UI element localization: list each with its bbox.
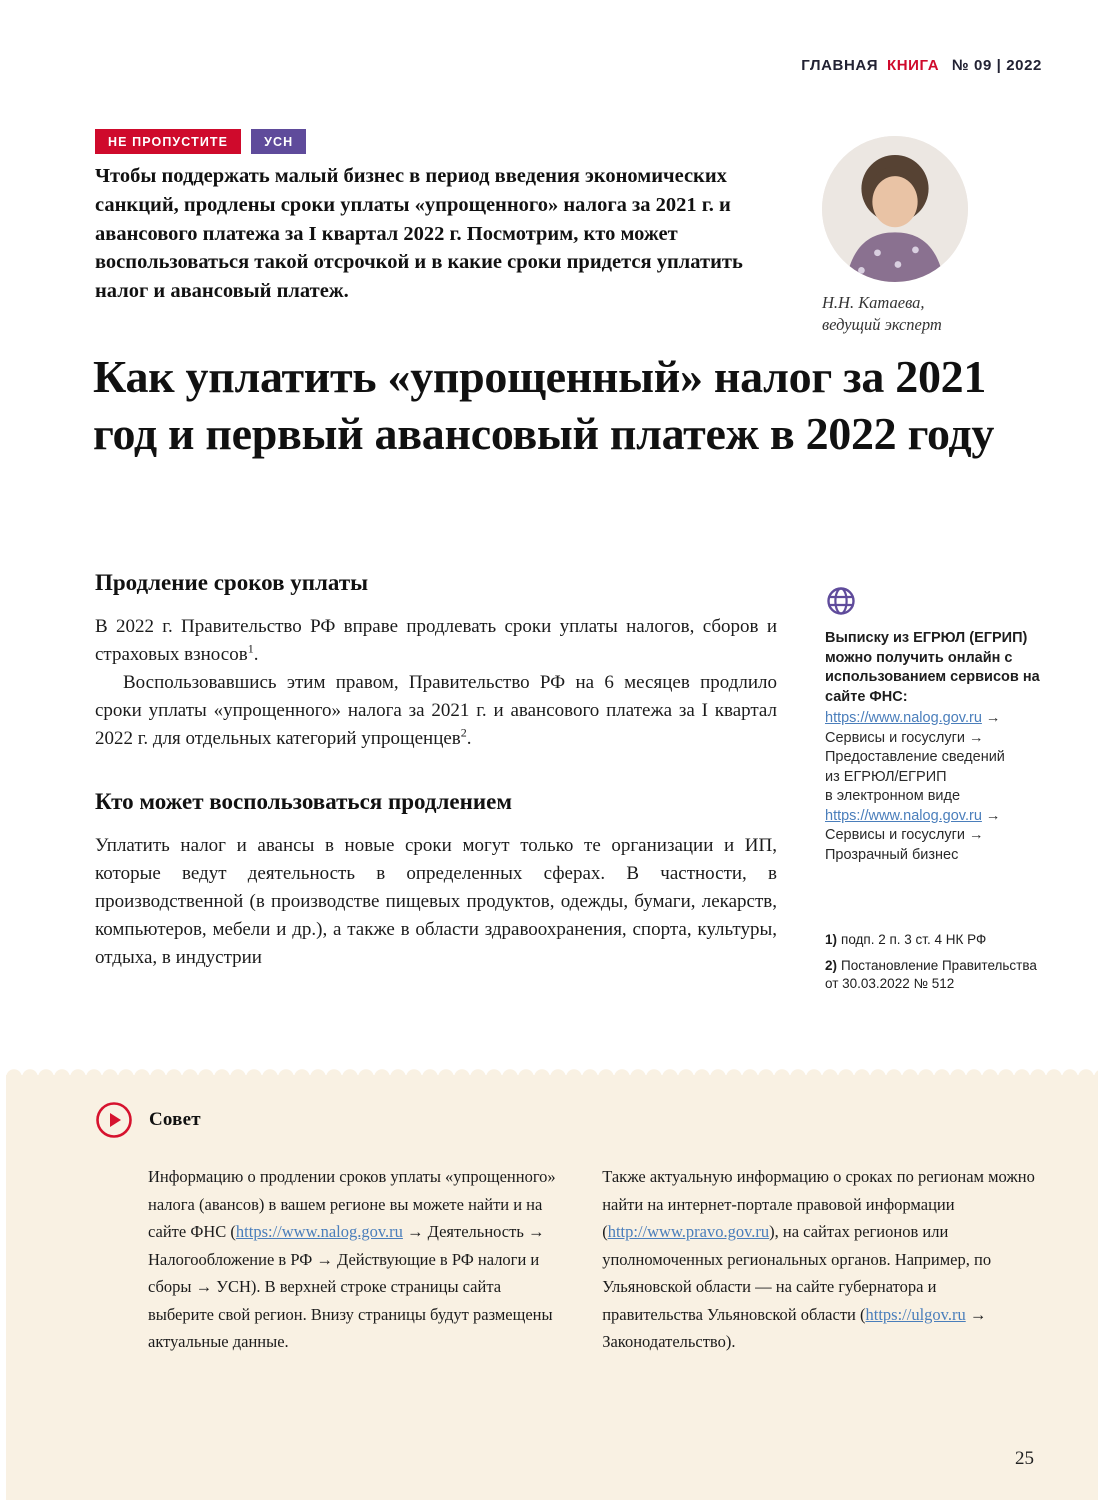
author-photo bbox=[822, 136, 968, 282]
paragraph-2 bbox=[95, 669, 777, 753]
footnote-1-number: 1) bbox=[825, 932, 838, 947]
sidebar-path1-line2: Предоставление сведений bbox=[825, 749, 1005, 765]
page-number: 25 bbox=[1015, 1448, 1034, 1469]
sidebar-note-text: Выписку из ЕГРЮЛ (ЕГРИП) можно получить онлайн с использованием сервисов на сайте ФНС: bbox=[825, 630, 1040, 705]
author-block bbox=[822, 136, 1052, 336]
paragraph-2-period: . bbox=[466, 728, 472, 749]
section-heading-kto-mozhet: Кто может воспользоваться продлением bbox=[95, 789, 512, 814]
globe-icon bbox=[825, 585, 1050, 617]
sidebar-note bbox=[825, 585, 1050, 1001]
tip-right-text-post: → Законодательство). bbox=[602, 1304, 987, 1351]
footnote-2-text: Постановление Правительства от 30.03.2022 № 512 bbox=[825, 957, 1037, 991]
nalog-link-2[interactable]: https://www.nalog.gov.ru bbox=[825, 807, 982, 824]
footnote-ref-1: 1 bbox=[247, 641, 254, 656]
arrow-after-link-2: → bbox=[985, 807, 1001, 824]
badge-dont-miss: НЕ ПРОПУСТИТЕ bbox=[95, 129, 241, 154]
sidebar-path1-line1: Сервисы и госуслуги → bbox=[825, 729, 984, 746]
tip-column-left bbox=[148, 1163, 558, 1356]
paragraph-3: Уплатить налог и авансы в новые сроки могут только те организации и ИП, которые ведут деятельность в определенных сферах. В частности, в производственной (в производстве пищевых продуктов, одежды, бумаги, лекарств, компьютеров, мебели и др.), а также в области здравоохранения, спорта, культуры, отдыха, в индустрии bbox=[95, 835, 777, 968]
author-role: ведущий эксперт bbox=[822, 315, 942, 334]
tip-right-text-mid: ), на сайтах регионов или уполномоченных региональных органов. Например, по Ульяновской области — на сайте губернатора и правительства Ульяновской области ( bbox=[602, 1222, 992, 1324]
magazine-title-main: ГЛАВНАЯ bbox=[801, 57, 879, 74]
tip-header bbox=[95, 1101, 201, 1139]
arrow-after-link-1: → bbox=[985, 710, 1001, 726]
scalloped-edge bbox=[6, 1067, 1098, 1075]
article-body bbox=[95, 570, 777, 972]
footnote-1 bbox=[825, 931, 1050, 950]
footnote-ref-2: 2 bbox=[460, 725, 467, 740]
footnote-2-number: 2) bbox=[825, 957, 838, 973]
author-portrait-illustration bbox=[822, 136, 968, 282]
tip-column-right bbox=[602, 1163, 1038, 1356]
author-name: Н.Н. Катаева, bbox=[822, 293, 925, 312]
lead-paragraph: Чтобы поддержать малый бизнес в период введения экономических санкций, продлены сроки уплаты «упрощенного» налога за 2021 г. и авансового платежа за I квартал 2022 г. Посмотрим, кто может воспользоваться такой отсрочкой и в какие сроки придется уплатить налог и авансовый платеж. bbox=[95, 165, 743, 303]
sidebar-link-row-2 bbox=[825, 807, 1050, 827]
section-heading-prodlenie: Продление сроков уплаты bbox=[95, 570, 369, 595]
sidebar-path2-line2: Прозрачный бизнес bbox=[825, 846, 959, 863]
play-icon bbox=[95, 1101, 133, 1139]
issue-number: № 09 | 2022 bbox=[951, 57, 1042, 74]
tip-right-text-pre: Также актуальную информацию о сроках по регионам можно найти на интернет-портале правовой информации ( bbox=[602, 1167, 1035, 1241]
sidebar-link-row-1 bbox=[825, 709, 1050, 729]
sidebar-path1-line3: из ЕГРЮЛ/ЕГРИП bbox=[825, 768, 947, 785]
badge-usn: УСН bbox=[251, 129, 306, 154]
nalog-link-1[interactable]: https://www.nalog.gov.ru bbox=[825, 710, 982, 726]
paragraph-1-text: В 2022 г. Правительство РФ вправе продлевать сроки уплаты налогов, сборов и страховых взносов bbox=[95, 616, 777, 665]
rubric-badges bbox=[95, 129, 306, 154]
magazine-header bbox=[801, 57, 1042, 74]
sidebar-path1-line4: в электронном виде bbox=[825, 788, 961, 804]
tip-left-text-post: → Деятельность → Налогообложение в РФ → Действующие в РФ налоги и сборы → УСН). В верхней строке страницы сайта выберите свой регион. Внизу страницы будут размещены актуальные данные. bbox=[148, 1222, 553, 1351]
sidebar-path2-line1: Сервисы и госуслуги → bbox=[825, 827, 984, 843]
footnote-2 bbox=[825, 957, 1050, 994]
tip-title: Совет bbox=[149, 1109, 201, 1130]
magazine-title-accent: КНИГА bbox=[886, 57, 940, 74]
tip-section bbox=[6, 1075, 1098, 1500]
tip-left-text-pre: Информацию о продлении сроков уплаты «упрощенного» налога (авансов) в вашем регионе вы можете найти и на сайте ФНС ( bbox=[148, 1167, 556, 1241]
tip-right-link-pravo[interactable]: http://www.pravo.gov.ru bbox=[607, 1222, 770, 1241]
sidebar-links-block bbox=[825, 709, 1050, 865]
footnotes-block bbox=[825, 931, 1050, 994]
tip-left-link-nalog[interactable]: https://www.nalog.gov.ru bbox=[235, 1222, 403, 1241]
footnote-1-text: подп. 2 п. 3 ст. 4 НК РФ bbox=[841, 932, 987, 947]
paragraph-2-text: Воспользовавшись этим правом, Правительство РФ на 6 месяцев продлило сроки уплаты «упрощенного» налога за 2021 г. и авансового платежа за I квартал 2022 г. для отдельных категорий упрощенцев bbox=[95, 672, 777, 749]
paragraph-1 bbox=[95, 613, 777, 669]
article-title: Как уплатить «упрощенный» налог за 2021 год и первый авансовый платеж в 2022 году bbox=[93, 351, 995, 459]
tip-columns bbox=[148, 1163, 1038, 1356]
tip-right-link-ulgov[interactable]: https://ulgov.ru bbox=[865, 1304, 966, 1324]
author-caption bbox=[822, 292, 1052, 336]
paragraph-1-period: . bbox=[253, 644, 259, 665]
